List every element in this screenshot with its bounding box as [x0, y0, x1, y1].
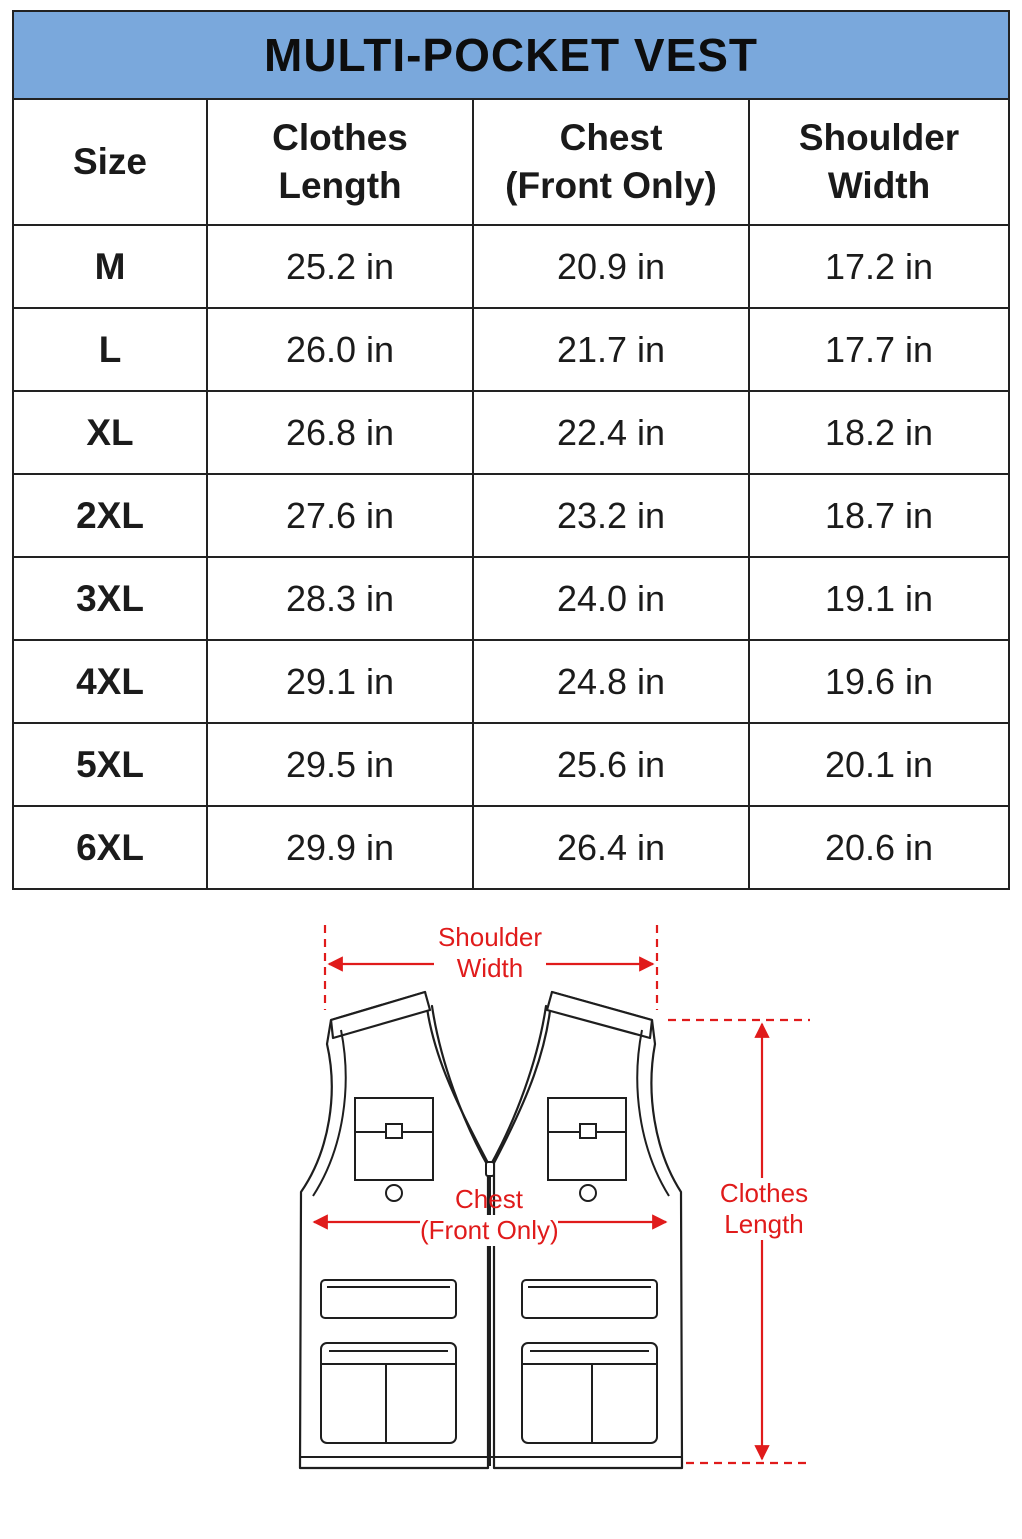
size-cell: 3XL	[13, 557, 207, 640]
table-row	[13, 308, 1009, 391]
left-zip-pocket	[321, 1280, 456, 1318]
chest-cell: 26.4 in	[473, 806, 749, 889]
table-row	[13, 557, 1009, 640]
table-row	[13, 225, 1009, 308]
header-row	[13, 99, 1009, 225]
column-header-line: Shoulder	[798, 117, 960, 158]
right-zip-pocket	[522, 1280, 657, 1318]
clothes-length-label	[712, 1178, 816, 1240]
table-row	[13, 391, 1009, 474]
length-cell: 26.0 in	[207, 308, 473, 391]
vest-measurement-diagram	[0, 910, 1022, 1539]
shoulder-cell: 19.1 in	[749, 557, 1009, 640]
label-line: (Front Only)	[420, 1215, 559, 1245]
length-cell: 29.9 in	[207, 806, 473, 889]
chest-cell: 21.7 in	[473, 308, 749, 391]
size-cell: 6XL	[13, 806, 207, 889]
column-header-line: Clothes	[272, 117, 408, 158]
column-header-line: (Front Only)	[505, 165, 717, 206]
size-cell: 4XL	[13, 640, 207, 723]
shoulder-width-label	[434, 922, 546, 984]
shoulder-cell: 19.6 in	[749, 640, 1009, 723]
size-chart-table	[12, 10, 1010, 890]
upper-left-pocket-tab	[386, 1124, 402, 1138]
chest-cell: 25.6 in	[473, 723, 749, 806]
label-line: Width	[456, 953, 524, 983]
column-header-clothes-length	[207, 99, 473, 225]
length-cell: 29.1 in	[207, 640, 473, 723]
chart-title: MULTI-POCKET VEST	[13, 11, 1009, 99]
chest-cell: 20.9 in	[473, 225, 749, 308]
shoulder-cell: 18.2 in	[749, 391, 1009, 474]
shoulder-cell: 17.7 in	[749, 308, 1009, 391]
chest-cell: 24.8 in	[473, 640, 749, 723]
table-row	[13, 474, 1009, 557]
length-cell: 29.5 in	[207, 723, 473, 806]
label-line: Shoulder	[437, 922, 543, 952]
table-row	[13, 640, 1009, 723]
length-cell: 27.6 in	[207, 474, 473, 557]
shoulder-cell: 20.1 in	[749, 723, 1009, 806]
shoulder-cell: 20.6 in	[749, 806, 1009, 889]
length-cell: 26.8 in	[207, 391, 473, 474]
chest-cell: 23.2 in	[473, 474, 749, 557]
table-row	[13, 723, 1009, 806]
chest-cell: 22.4 in	[473, 391, 749, 474]
chest-label	[420, 1184, 558, 1246]
label-line: Clothes	[719, 1178, 809, 1208]
column-header-chest	[473, 99, 749, 225]
size-cell: M	[13, 225, 207, 308]
size-cell: 2XL	[13, 474, 207, 557]
column-header-shoulder-width	[749, 99, 1009, 225]
size-cell: L	[13, 308, 207, 391]
table-row	[13, 806, 1009, 889]
length-cell: 28.3 in	[207, 557, 473, 640]
lower-right-pocket	[522, 1343, 657, 1443]
label-line: Chest	[455, 1184, 523, 1214]
shoulder-cell: 17.2 in	[749, 225, 1009, 308]
zipper-pull	[486, 1162, 494, 1176]
upper-right-pocket-tab	[580, 1124, 596, 1138]
size-cell: 5XL	[13, 723, 207, 806]
chest-cell: 24.0 in	[473, 557, 749, 640]
column-header-line: Width	[827, 165, 931, 206]
label-line: Length	[724, 1209, 804, 1239]
shoulder-cell: 18.7 in	[749, 474, 1009, 557]
column-header-line: Chest	[559, 117, 663, 158]
size-cell: XL	[13, 391, 207, 474]
length-cell: 25.2 in	[207, 225, 473, 308]
lower-left-pocket	[321, 1343, 456, 1443]
column-header-line: Length	[278, 165, 402, 206]
column-header-size: Size	[13, 99, 207, 225]
